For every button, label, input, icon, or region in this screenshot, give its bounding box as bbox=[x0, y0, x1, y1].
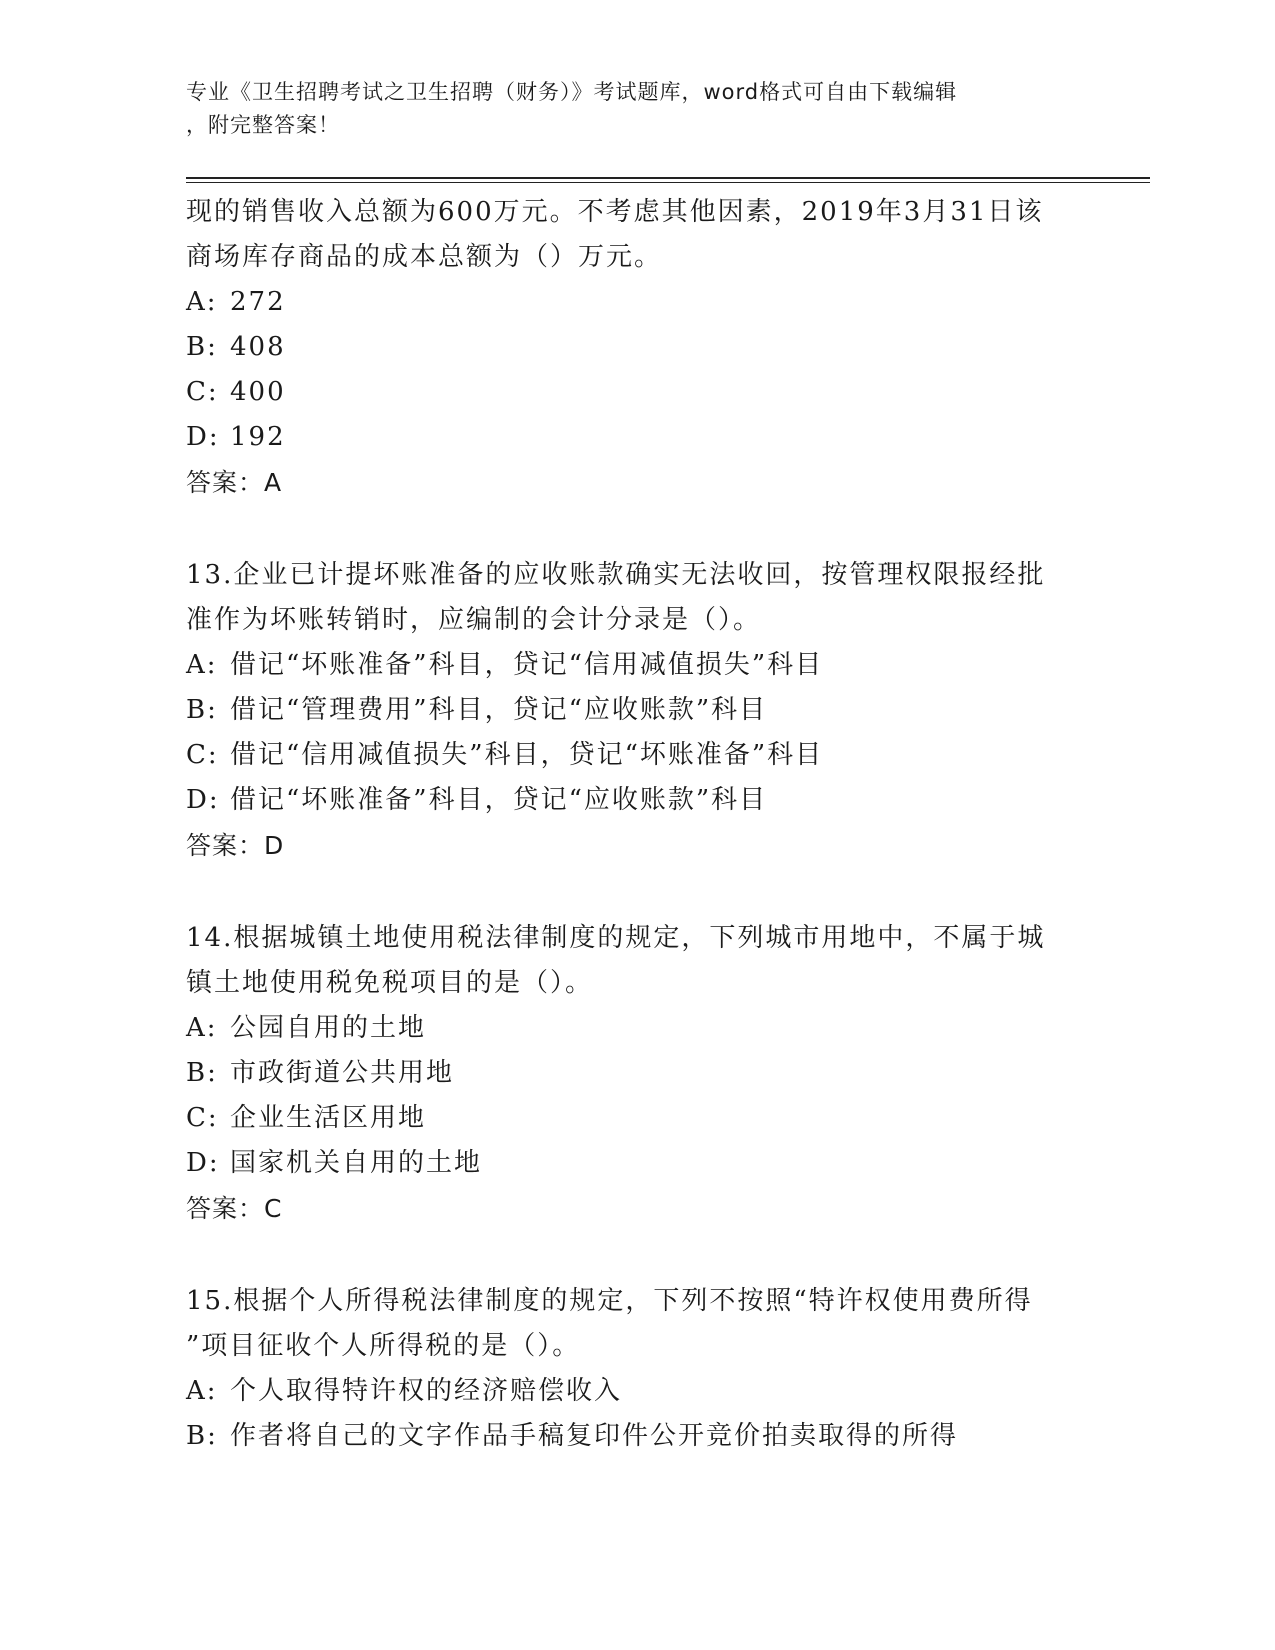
question-text-line: 镇土地使用税免税项目的是（）。 bbox=[186, 968, 594, 998]
option-text: 国家机关自用的土地 bbox=[230, 1148, 483, 1178]
question-text-line: 现的销售收入总额为600万元。不考虑其他因素，2019年3月31日该 bbox=[186, 197, 1044, 227]
option-c bbox=[186, 370, 1086, 415]
answer-line: 答案：D bbox=[186, 831, 285, 860]
option-text: 公园自用的土地 bbox=[230, 1013, 427, 1043]
question-text-line: 商场库存商品的成本总额为（）万元。 bbox=[186, 242, 663, 272]
spacer bbox=[186, 1231, 1086, 1279]
option-key: A: bbox=[186, 1013, 218, 1043]
spacer bbox=[186, 868, 1086, 916]
option-d bbox=[186, 778, 1086, 823]
question-block bbox=[186, 1279, 1086, 1459]
header-line-1: 专业《卫生招聘考试之卫生招聘（财务）》考试题库，word格式可自由下载编辑 bbox=[186, 80, 958, 104]
question-text-line: 准作为坏账转销时，应编制的会计分录是（）。 bbox=[186, 605, 762, 635]
option-text: 借记“坏账准备”科目，贷记“应收账款”科目 bbox=[230, 785, 768, 815]
question-text-line: 14.根据城镇土地使用税法律制度的规定，下列城市用地中，不属于城 bbox=[186, 923, 1046, 953]
question-block bbox=[186, 553, 1086, 868]
option-key: C: bbox=[186, 377, 219, 407]
option-a bbox=[186, 643, 1086, 688]
question-list bbox=[186, 190, 1086, 1459]
option-key: A: bbox=[186, 650, 218, 680]
question-block bbox=[186, 190, 1086, 505]
option-text: 作者将自己的文字作品手稿复印件公开竞价拍卖取得的所得 bbox=[230, 1421, 959, 1451]
option-a bbox=[186, 1006, 1086, 1051]
question-block bbox=[186, 916, 1086, 1231]
option-text: 408 bbox=[230, 332, 286, 362]
option-a bbox=[186, 280, 1086, 325]
option-key: A: bbox=[186, 287, 218, 317]
option-text: 192 bbox=[230, 422, 286, 452]
option-key: D: bbox=[186, 1148, 220, 1178]
option-b bbox=[186, 325, 1086, 370]
option-text: 个人取得特许权的经济赔偿收入 bbox=[230, 1376, 623, 1406]
header-divider-thick bbox=[186, 177, 1150, 179]
header-line-2: ，附完整答案！ bbox=[186, 113, 340, 137]
option-key: D: bbox=[186, 422, 220, 452]
option-text: 借记“管理费用”科目，贷记“应收账款”科目 bbox=[230, 695, 768, 725]
option-key: B: bbox=[186, 695, 218, 725]
option-key: B: bbox=[186, 1058, 218, 1088]
option-c bbox=[186, 733, 1086, 778]
document-header bbox=[186, 76, 1066, 142]
option-a bbox=[186, 1369, 1086, 1414]
header-divider-thin bbox=[186, 182, 1150, 183]
option-key: D: bbox=[186, 785, 220, 815]
option-c bbox=[186, 1096, 1086, 1141]
option-text: 借记“信用减值损失”科目，贷记“坏账准备”科目 bbox=[230, 740, 824, 770]
question-text-line: 15.根据个人所得税法律制度的规定，下列不按照“特许权使用费所得 bbox=[186, 1286, 1033, 1316]
question-text-line: ”项目征收个人所得税的是（）。 bbox=[186, 1331, 581, 1361]
option-text: 市政街道公共用地 bbox=[230, 1058, 455, 1088]
option-b bbox=[186, 688, 1086, 733]
option-text: 企业生活区用地 bbox=[230, 1103, 427, 1133]
option-b bbox=[186, 1414, 1086, 1459]
answer-line: 答案：C bbox=[186, 1194, 283, 1223]
option-text: 400 bbox=[230, 377, 286, 407]
option-b bbox=[186, 1051, 1086, 1096]
option-d bbox=[186, 1141, 1086, 1186]
answer-line: 答案：A bbox=[186, 468, 283, 497]
spacer bbox=[186, 505, 1086, 553]
option-key: B: bbox=[186, 332, 218, 362]
option-key: C: bbox=[186, 1103, 219, 1133]
question-text-line: 13.企业已计提坏账准备的应收账款确实无法收回，按管理权限报经批 bbox=[186, 560, 1046, 590]
option-d bbox=[186, 415, 1086, 460]
option-key: B: bbox=[186, 1421, 218, 1451]
option-key: A: bbox=[186, 1376, 218, 1406]
option-key: C: bbox=[186, 740, 219, 770]
option-text: 借记“坏账准备”科目，贷记“信用减值损失”科目 bbox=[230, 650, 824, 680]
option-text: 272 bbox=[230, 287, 286, 317]
